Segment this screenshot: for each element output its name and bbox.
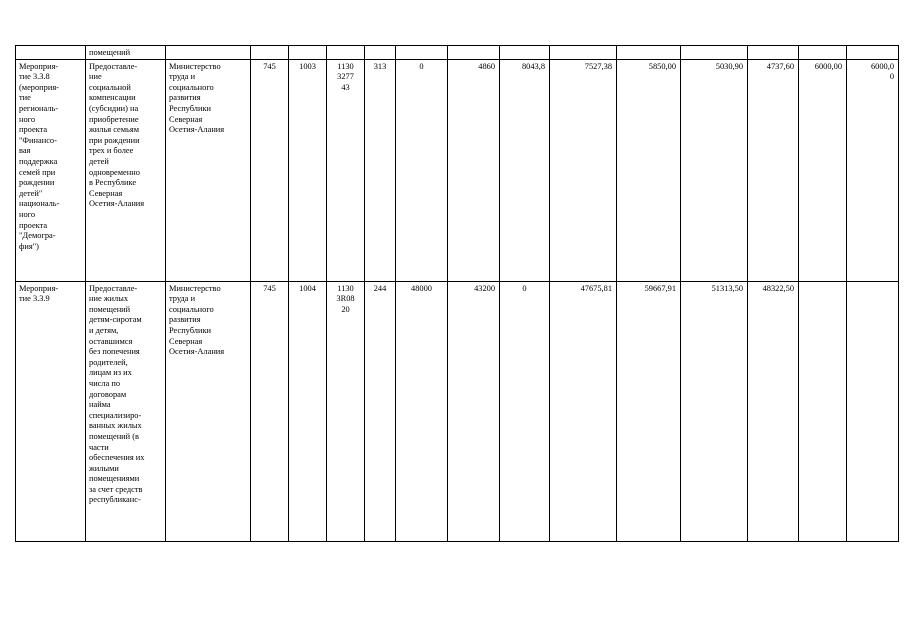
cell-executor: Министерство труда и социального развития Республики Северная Осетия-Алания — [166, 281, 251, 541]
cell-event — [16, 46, 86, 60]
cell-vr: 313 — [365, 59, 396, 281]
cell-value-4: 7527,38 — [550, 59, 617, 281]
cell-value-7: 4737,60 — [748, 59, 799, 281]
cell-value-3: 8043,8 — [500, 59, 550, 281]
cell-value-5: 59667,91 — [617, 281, 681, 541]
table-row — [16, 59, 899, 281]
table-row-continuation — [16, 46, 899, 60]
cell-csr: 1130 3277 43 — [327, 59, 365, 281]
cell-vr: 244 — [365, 281, 396, 541]
cell-grbs: 745 — [251, 281, 289, 541]
cell-value-9: 6000,0 0 — [847, 59, 899, 281]
cell-description: помещений — [86, 46, 166, 60]
cell-value-4: 47675,81 — [550, 281, 617, 541]
table-row — [16, 281, 899, 541]
cell-value-6: 5030,90 — [681, 59, 748, 281]
cell-value-9 — [847, 281, 899, 541]
cell-value-5: 5850,00 — [617, 59, 681, 281]
cell-value-3: 0 — [500, 281, 550, 541]
cell-value-8: 6000,00 — [799, 59, 847, 281]
cell-value-1: 48000 — [396, 281, 448, 541]
document-page — [15, 45, 898, 542]
cell-executor: Министерство труда и социального развития Республики Северная Осетия-Алания — [166, 59, 251, 281]
cell-csr: 1130 3R08 20 — [327, 281, 365, 541]
cell-value-8 — [799, 281, 847, 541]
cell-value-6: 51313,50 — [681, 281, 748, 541]
cell-value-1: 0 — [396, 59, 448, 281]
cell-value-2: 43200 — [448, 281, 500, 541]
cell-rzpr: 1004 — [289, 281, 327, 541]
budget-table — [15, 45, 899, 542]
cell-description: Предоставле- ние социальной компенсации (субсидии) на приобретение жилья семьям при рождении трех и более детей одновременно в Республике Северная Осетия-Алания — [86, 59, 166, 281]
cell-description: Предоставле- ние жилых помещений детям-сиротам и детям, оставшимся без попечения родителей, лицам из их числа по договорам найма специализиро- ванных жилых помещений (в части обеспечения их жилыми помещениями за счет средств республиканс- — [86, 281, 166, 541]
cell-value-7: 48322,50 — [748, 281, 799, 541]
cell-event: Мероприя- тие 3.3.8 (мероприя- тие региональ- ного проекта "Финансо- вая поддержка семей при рождении детей" националь- ного проекта "Демогра- фия") — [16, 59, 86, 281]
cell-value-2: 4860 — [448, 59, 500, 281]
cell-grbs: 745 — [251, 59, 289, 281]
cell-event: Мероприя- тие 3.3.9 — [16, 281, 86, 541]
cell-rzpr: 1003 — [289, 59, 327, 281]
